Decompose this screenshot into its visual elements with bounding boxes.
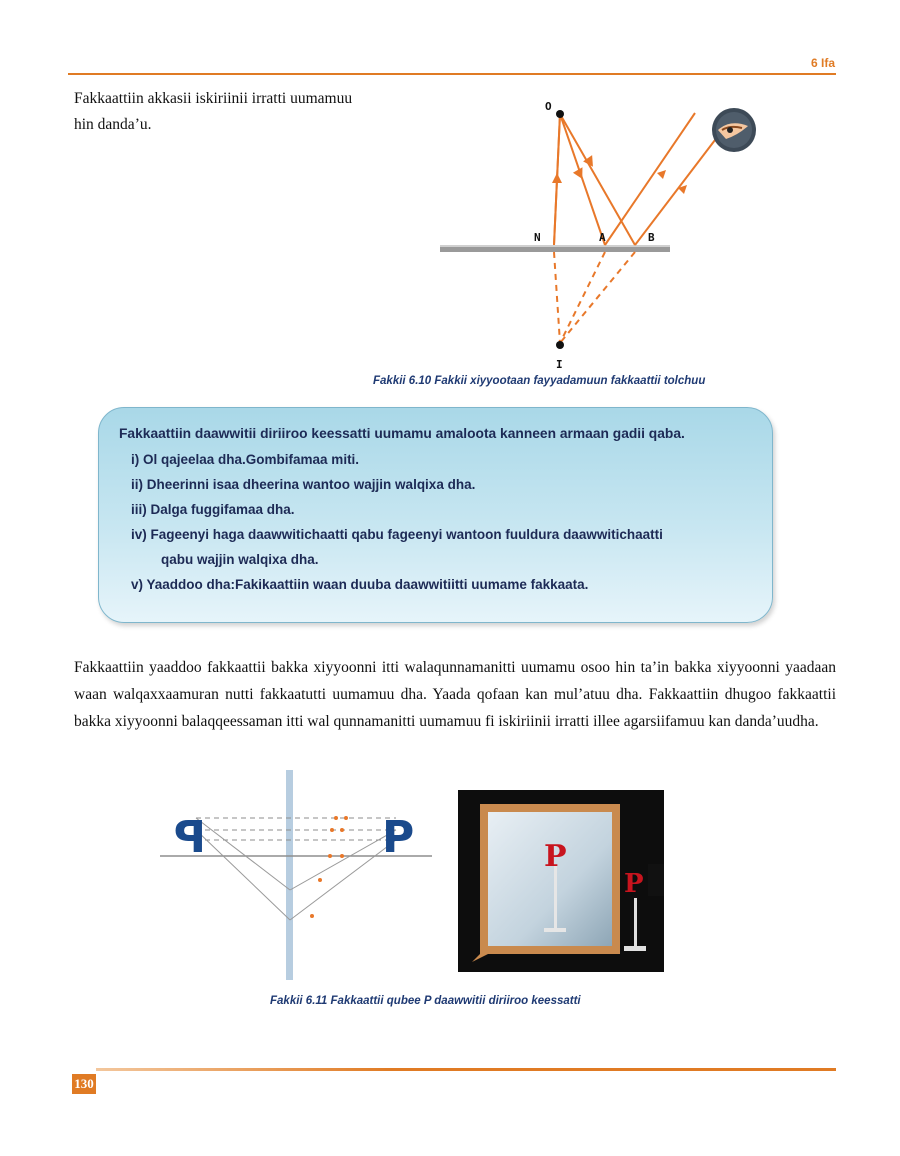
- note-heading: Fakkaattiin daawwitii diriiroo keessatti uumamu amaloota kanneen armaan gadii qaba.: [119, 426, 685, 441]
- eye-icon: [712, 108, 756, 152]
- ray-diagram: [430, 95, 775, 375]
- p-letter: P: [382, 812, 415, 863]
- label-i: I: [556, 358, 563, 371]
- label-n: N: [534, 231, 541, 244]
- mirror-image-p: P: [544, 839, 567, 874]
- properties-list: [119, 447, 752, 597]
- list-item-continuation: qabu wajjin walqixa dha.: [161, 552, 319, 567]
- list-item: iii) Dalga fuggifamaa dha.: [131, 502, 295, 517]
- label-a: A: [599, 231, 606, 244]
- header-rule: [68, 73, 836, 75]
- chapter-label: 6 Ifa: [810, 56, 835, 70]
- list-item: iv) Fageenyi haga daawwitichaatti qabu fageenyi wantoon fuuldura daawwitichaatti: [131, 527, 663, 542]
- page-number: 130: [72, 1074, 96, 1094]
- object-p: P: [624, 869, 644, 899]
- list-item: i) Ol qajeelaa dha.Gombifamaa miti.: [131, 452, 360, 467]
- ray-reflect-b: [635, 140, 715, 245]
- figure-caption-6-10: Fakkii 6.10 Fakkii xiyyootaan fayyadamuun fakkaattii tolchuu: [373, 375, 706, 387]
- label-o: O: [545, 100, 552, 113]
- object-point: [556, 110, 564, 118]
- mirrored-p-letter: P: [173, 812, 206, 863]
- intro-text: Fakkaattiin akkasii iskiriinii irratti uumamuu hin danda’u.: [74, 90, 353, 133]
- label-b: B: [648, 231, 655, 244]
- list-item: ii) Dheerinni isaa dheerina wantoo wajjin walqixa dha.: [131, 477, 476, 492]
- body-paragraph: Fakkaattiin yaaddoo fakkaattii bakka xiyyoonni itti walaqunnamanitti uumamu osoo hin ta’in bakka xiyyoonni yaadaan waan walqaxxaamuran nutti fakkaatutti uumamuu dha. Yaada qofaan kan mul’atuu dha. Fakkaattiin dhugoo fakkaattii bakka xiyyoonni balaqqeessaman itti wal qunnamanitti uumamuu fi iskiriinii irratti illee agarsiifamuu kan danda’uudha.: [74, 659, 836, 730]
- mirror-edge: [286, 770, 293, 980]
- image-point: [556, 341, 564, 349]
- mirror-photo: [458, 790, 664, 972]
- letter-p-ray-diagram: [160, 770, 432, 980]
- virtual-ray-n: [554, 252, 560, 343]
- figure-caption-6-11: Fakkii 6.11 Fakkaattii qubee P daawwitii diriiroo keessatti: [270, 995, 581, 1007]
- list-item: v) Yaaddoo dha:Fakikaattiin waan duuba daawwitiitti uumame fakkaata.: [131, 577, 589, 592]
- properties-note-box: [98, 407, 773, 623]
- footer-rule: [96, 1068, 836, 1071]
